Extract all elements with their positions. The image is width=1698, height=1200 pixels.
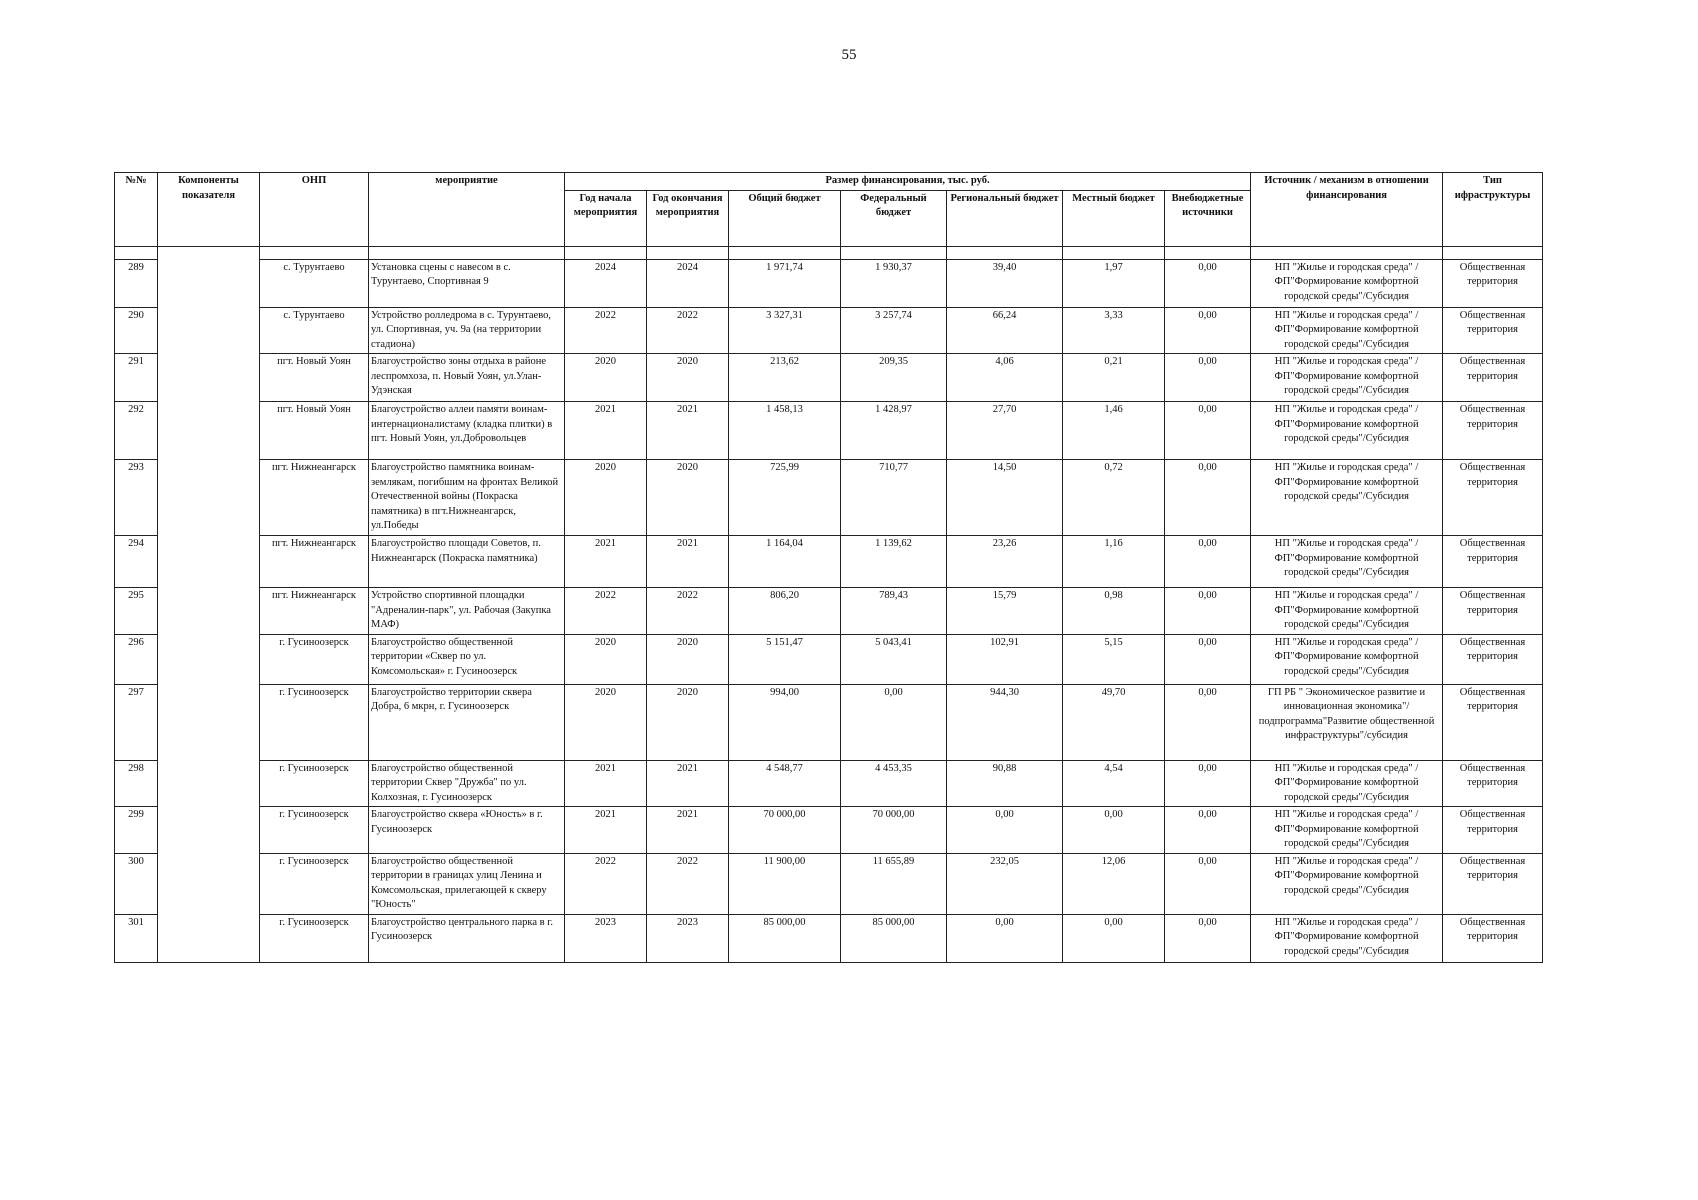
year-start-cell: 2020 [565, 634, 647, 684]
year-end-cell: 2023 [647, 914, 729, 962]
year-end-cell: 2020 [647, 354, 729, 402]
spacer-cell [947, 246, 1063, 259]
source-cell: НП "Жилье и городская среда" /ФП"Формирование комфортной городской среды"/Субсидия [1251, 354, 1443, 402]
table-row [115, 460, 1543, 536]
local-cell: 0,72 [1063, 460, 1165, 536]
external-cell: 0,00 [1165, 588, 1251, 635]
year-end-cell: 2020 [647, 460, 729, 536]
header-component: Компоненты показателя [158, 173, 260, 247]
header-infra-type: Тип ифраструктуры [1443, 173, 1543, 247]
regional-cell: 232,05 [947, 853, 1063, 914]
external-cell: 0,00 [1165, 760, 1251, 807]
spacer-cell [1063, 246, 1165, 259]
event-cell: Благоустройство общественной территории в границах улиц Ленина и Комсомольская, прилегающей к скверу "Юность" [369, 853, 565, 914]
onp-cell: г. Гусиноозерск [260, 914, 369, 962]
component-cell [158, 536, 260, 588]
source-cell: ГП РБ " Экономическое развитие и инновационная экономика"/подпрограмма"Развитие общественной инфраструктуры"/субсидия [1251, 684, 1443, 760]
event-cell: Установка сцены с навесом в с. Турунтаево, Спортивная 9 [369, 259, 565, 307]
total-cell: 1 458,13 [729, 402, 841, 460]
regional-cell: 66,24 [947, 307, 1063, 354]
row-num: 291 [115, 354, 158, 402]
federal-cell: 1 139,62 [841, 536, 947, 588]
table-row [115, 853, 1543, 914]
source-cell: НП "Жилье и городская среда" /ФП"Формирование комфортной городской среды"/Субсидия [1251, 588, 1443, 635]
infra-type-cell: Общественная территория [1443, 536, 1543, 588]
external-cell: 0,00 [1165, 307, 1251, 354]
component-cell [158, 402, 260, 460]
external-cell: 0,00 [1165, 402, 1251, 460]
infra-type-cell: Общественная территория [1443, 634, 1543, 684]
infra-type-cell: Общественная территория [1443, 914, 1543, 962]
row-num: 295 [115, 588, 158, 635]
onp-cell: г. Гусиноозерск [260, 760, 369, 807]
source-cell: НП "Жилье и городская среда" /ФП"Формирование комфортной городской среды"/Субсидия [1251, 807, 1443, 854]
table-row [115, 259, 1543, 307]
header-num: №№ [115, 173, 158, 247]
header-federal: Федеральный бюджет [841, 190, 947, 246]
source-cell: НП "Жилье и городская среда" /ФП"Формирование комфортной городской среды"/Субсидия [1251, 536, 1443, 588]
infra-type-cell: Общественная территория [1443, 807, 1543, 854]
table-row [115, 402, 1543, 460]
external-cell: 0,00 [1165, 684, 1251, 760]
local-cell: 0,98 [1063, 588, 1165, 635]
total-cell: 85 000,00 [729, 914, 841, 962]
regional-cell: 0,00 [947, 914, 1063, 962]
infra-type-cell: Общественная территория [1443, 853, 1543, 914]
year-start-cell: 2020 [565, 460, 647, 536]
header-regional: Региональный бюджет [947, 190, 1063, 246]
external-cell: 0,00 [1165, 259, 1251, 307]
onp-cell: пгт. Нижнеангарск [260, 588, 369, 635]
year-start-cell: 2024 [565, 259, 647, 307]
row-num: 301 [115, 914, 158, 962]
header-year-end: Год окончания мероприятия [647, 190, 729, 246]
local-cell: 12,06 [1063, 853, 1165, 914]
table-row [115, 807, 1543, 854]
event-cell: Благоустройство территории сквера Добра, 6 мкрн, г. Гусиноозерск [369, 684, 565, 760]
table-row [115, 914, 1543, 962]
spacer-cell [115, 246, 158, 259]
component-cell [158, 914, 260, 962]
row-num: 294 [115, 536, 158, 588]
local-cell: 3,33 [1063, 307, 1165, 354]
total-cell: 4 548,77 [729, 760, 841, 807]
row-num: 300 [115, 853, 158, 914]
local-cell: 5,15 [1063, 634, 1165, 684]
onp-cell: г. Гусиноозерск [260, 853, 369, 914]
spacer-cell [647, 246, 729, 259]
source-cell: НП "Жилье и городская среда" /ФП"Формирование комфортной городской среды"/Субсидия [1251, 460, 1443, 536]
local-cell: 1,16 [1063, 536, 1165, 588]
federal-cell: 710,77 [841, 460, 947, 536]
header-year-start: Год начала мероприятия [565, 190, 647, 246]
year-start-cell: 2022 [565, 588, 647, 635]
local-cell: 0,00 [1063, 914, 1165, 962]
source-cell: НП "Жилье и городская среда" /ФП"Формирование комфортной городской среды"/Субсидия [1251, 402, 1443, 460]
event-cell: Благоустройство сквера «Юность» в г. Гусиноозерск [369, 807, 565, 854]
spacer-cell [729, 246, 841, 259]
federal-cell: 209,35 [841, 354, 947, 402]
spacer-cell [1251, 246, 1443, 259]
year-start-cell: 2020 [565, 684, 647, 760]
onp-cell: пгт. Новый Уоян [260, 354, 369, 402]
row-num: 292 [115, 402, 158, 460]
total-cell: 1 164,04 [729, 536, 841, 588]
spacer-cell [369, 246, 565, 259]
header-total: Общий бюджет [729, 190, 841, 246]
event-cell: Благоустройство общественной территории Сквер "Дружба" по ул. Колхозная, г. Гусиноозерск [369, 760, 565, 807]
onp-cell: с. Турунтаево [260, 307, 369, 354]
spacer-cell [1443, 246, 1543, 259]
onp-cell: г. Гусиноозерск [260, 807, 369, 854]
federal-cell: 3 257,74 [841, 307, 947, 354]
table-row [115, 760, 1543, 807]
event-cell: Благоустройство аллеи памяти воинам-интернационалистаму (кладка плитки) в пгт. Новый Уоян, ул.Добровольцев [369, 402, 565, 460]
row-num: 298 [115, 760, 158, 807]
regional-cell: 23,26 [947, 536, 1063, 588]
federal-cell: 4 453,35 [841, 760, 947, 807]
row-num: 293 [115, 460, 158, 536]
local-cell: 4,54 [1063, 760, 1165, 807]
component-cell [158, 588, 260, 635]
row-num: 299 [115, 807, 158, 854]
source-cell: НП "Жилье и городская среда" /ФП"Формирование комфортной городской среды"/Субсидия [1251, 259, 1443, 307]
external-cell: 0,00 [1165, 914, 1251, 962]
federal-cell: 5 043,41 [841, 634, 947, 684]
year-end-cell: 2021 [647, 807, 729, 854]
regional-cell: 15,79 [947, 588, 1063, 635]
federal-cell: 70 000,00 [841, 807, 947, 854]
total-cell: 725,99 [729, 460, 841, 536]
header-event: мероприятие [369, 173, 565, 247]
row-num: 297 [115, 684, 158, 760]
infra-type-cell: Общественная территория [1443, 402, 1543, 460]
onp-cell: пгт. Новый Уоян [260, 402, 369, 460]
source-cell: НП "Жилье и городская среда" /ФП"Формирование комфортной городской среды"/Субсидия [1251, 914, 1443, 962]
infra-type-cell: Общественная территория [1443, 259, 1543, 307]
onp-cell: пгт. Нижнеангарск [260, 536, 369, 588]
infra-type-cell: Общественная территория [1443, 354, 1543, 402]
year-end-cell: 2024 [647, 259, 729, 307]
year-end-cell: 2021 [647, 536, 729, 588]
onp-cell: г. Гусиноозерск [260, 684, 369, 760]
spacer-cell [158, 246, 260, 259]
infra-type-cell: Общественная территория [1443, 684, 1543, 760]
table-row [115, 634, 1543, 684]
external-cell: 0,00 [1165, 807, 1251, 854]
component-cell [158, 853, 260, 914]
spacer-cell [1165, 246, 1251, 259]
total-cell: 5 151,47 [729, 634, 841, 684]
regional-cell: 39,40 [947, 259, 1063, 307]
year-start-cell: 2023 [565, 914, 647, 962]
component-cell [158, 634, 260, 684]
event-cell: Благоустройство площади Советов, п. Нижнеангарск (Покраска памятника) [369, 536, 565, 588]
component-cell [158, 760, 260, 807]
year-start-cell: 2021 [565, 402, 647, 460]
event-cell: Устройство ролледрома в с. Турунтаево, ул. Спортивная, уч. 9а (на территории стадиона) [369, 307, 565, 354]
regional-cell: 944,30 [947, 684, 1063, 760]
year-start-cell: 2022 [565, 853, 647, 914]
component-cell [158, 307, 260, 354]
year-start-cell: 2021 [565, 536, 647, 588]
source-cell: НП "Жилье и городская среда" /ФП"Формирование комфортной городской среды"/Субсидия [1251, 307, 1443, 354]
total-cell: 213,62 [729, 354, 841, 402]
infra-type-cell: Общественная территория [1443, 588, 1543, 635]
regional-cell: 0,00 [947, 807, 1063, 854]
total-cell: 70 000,00 [729, 807, 841, 854]
component-cell [158, 807, 260, 854]
year-end-cell: 2022 [647, 588, 729, 635]
row-num: 296 [115, 634, 158, 684]
onp-cell: пгт. Нижнеангарск [260, 460, 369, 536]
spacer-cell [841, 246, 947, 259]
table-row [115, 354, 1543, 402]
budget-table [114, 172, 1543, 963]
year-start-cell: 2022 [565, 307, 647, 354]
source-cell: НП "Жилье и городская среда" /ФП"Формирование комфортной городской среды"/Субсидия [1251, 853, 1443, 914]
infra-type-cell: Общественная территория [1443, 460, 1543, 536]
table-row [115, 536, 1543, 588]
year-start-cell: 2020 [565, 354, 647, 402]
total-cell: 11 900,00 [729, 853, 841, 914]
page-number: 55 [841, 47, 857, 63]
event-cell: Благоустройство памятника воинам-землякам, погибшим на фронтах Великой Отечественной войны (Покраска памятника) в пгт.Нижнеангарск, ул.Победы [369, 460, 565, 536]
year-end-cell: 2022 [647, 307, 729, 354]
event-cell: Благоустройство зоны отдыха в районе леспромхоза, п. Новый Уоян, ул.Улан-Удэнская [369, 354, 565, 402]
event-cell: Благоустройство центрального парка в г. Гусиноозерск [369, 914, 565, 962]
regional-cell: 14,50 [947, 460, 1063, 536]
header-row-top [115, 173, 1543, 191]
external-cell: 0,00 [1165, 853, 1251, 914]
event-cell: Устройство спортивной площадки "Адреналин-парк", ул. Рабочая (Закупка МАФ) [369, 588, 565, 635]
component-cell [158, 354, 260, 402]
external-cell: 0,00 [1165, 354, 1251, 402]
table-row [115, 684, 1543, 760]
year-end-cell: 2020 [647, 634, 729, 684]
spacer-cell [260, 246, 369, 259]
external-cell: 0,00 [1165, 460, 1251, 536]
year-end-cell: 2021 [647, 402, 729, 460]
regional-cell: 90,88 [947, 760, 1063, 807]
regional-cell: 102,91 [947, 634, 1063, 684]
year-start-cell: 2021 [565, 760, 647, 807]
component-cell [158, 259, 260, 307]
spacer-row [115, 246, 1543, 259]
header-onp: ОНП [260, 173, 369, 247]
federal-cell: 789,43 [841, 588, 947, 635]
federal-cell: 1 930,37 [841, 259, 947, 307]
year-end-cell: 2021 [647, 760, 729, 807]
local-cell: 1,46 [1063, 402, 1165, 460]
total-cell: 3 327,31 [729, 307, 841, 354]
total-cell: 806,20 [729, 588, 841, 635]
total-cell: 1 971,74 [729, 259, 841, 307]
federal-cell: 1 428,97 [841, 402, 947, 460]
year-end-cell: 2020 [647, 684, 729, 760]
onp-cell: г. Гусиноозерск [260, 634, 369, 684]
external-cell: 0,00 [1165, 634, 1251, 684]
year-end-cell: 2022 [647, 853, 729, 914]
spacer-cell [565, 246, 647, 259]
federal-cell: 11 655,89 [841, 853, 947, 914]
component-cell [158, 684, 260, 760]
local-cell: 1,97 [1063, 259, 1165, 307]
header-funding: Размер финансирования, тыс. руб. [565, 173, 1251, 191]
total-cell: 994,00 [729, 684, 841, 760]
local-cell: 0,21 [1063, 354, 1165, 402]
infra-type-cell: Общественная территория [1443, 307, 1543, 354]
source-cell: НП "Жилье и городская среда" /ФП"Формирование комфортной городской среды"/Субсидия [1251, 760, 1443, 807]
external-cell: 0,00 [1165, 536, 1251, 588]
regional-cell: 4,06 [947, 354, 1063, 402]
federal-cell: 0,00 [841, 684, 947, 760]
infra-type-cell: Общественная территория [1443, 760, 1543, 807]
year-start-cell: 2021 [565, 807, 647, 854]
table-row [115, 588, 1543, 635]
component-cell [158, 460, 260, 536]
header-source: Источник / механизм в отношении финансирования [1251, 173, 1443, 247]
row-num: 290 [115, 307, 158, 354]
regional-cell: 27,70 [947, 402, 1063, 460]
local-cell: 49,70 [1063, 684, 1165, 760]
table-row [115, 307, 1543, 354]
header-external: Внебюджетные источники [1165, 190, 1251, 246]
source-cell: НП "Жилье и городская среда" /ФП"Формирование комфортной городской среды"/Субсидия [1251, 634, 1443, 684]
federal-cell: 85 000,00 [841, 914, 947, 962]
row-num: 289 [115, 259, 158, 307]
event-cell: Благоустройство общественной территории «Сквер по ул. Комсомольская» г. Гусиноозерск [369, 634, 565, 684]
header-local: Местный бюджет [1063, 190, 1165, 246]
local-cell: 0,00 [1063, 807, 1165, 854]
onp-cell: с. Турунтаево [260, 259, 369, 307]
